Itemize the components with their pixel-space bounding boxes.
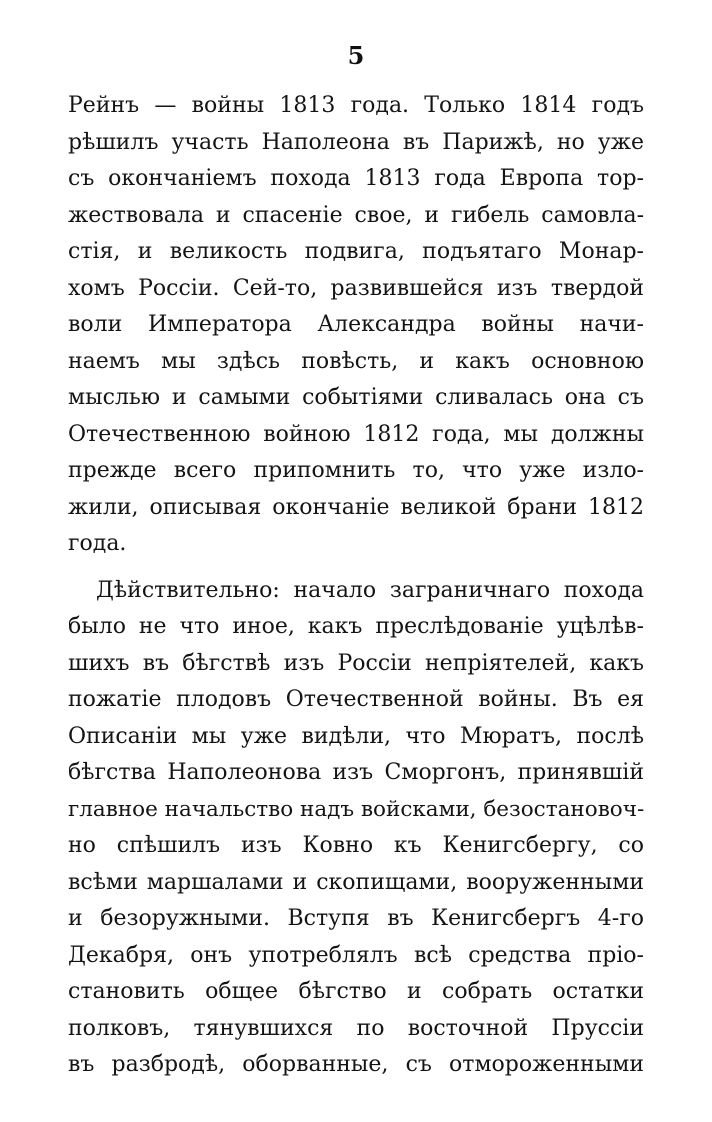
- text-line: полковъ, тянувшихся по восточной Пруссiи: [68, 1015, 644, 1041]
- text-line: Описанiи мы уже видѣли, что Мюратъ, послѣ: [68, 723, 644, 749]
- text-line: главное начальство надъ войсками, безостановоч-: [68, 796, 644, 822]
- paragraph-1: [68, 88, 644, 563]
- text-line: въ разбродѣ, оборванные, съ отмороженными: [68, 1052, 644, 1077]
- text-line: хомъ Россiи. Сей-то, развившейся изъ твердой: [68, 275, 644, 301]
- text-line: Декабря, онъ употреблялъ всѣ средства прiо-: [68, 942, 644, 968]
- text-line: Отечественною войною 1812 года, мы должны: [68, 421, 644, 447]
- text-line: но спѣшилъ изъ Ковно къ Кенигсбергу, со: [68, 833, 644, 858]
- text-line: пожатiе плодовъ Отечественной войны. Въ ея: [68, 687, 644, 712]
- text-line: рѣшилъ участь Наполеона въ Парижѣ, но уже: [68, 129, 644, 155]
- body-text: [68, 88, 644, 1084]
- text-line: съ окончанiемъ похода 1813 года Европа тор-: [68, 166, 644, 191]
- paragraph-2: [68, 573, 644, 1084]
- text-line: всѣми маршалами и скопищами, вооруженными: [68, 869, 644, 895]
- text-line: было не что иное, какъ преслѣдованiе уцѣлѣв-: [68, 614, 644, 639]
- text-line: становить общее бѣгство и собрать остатки: [68, 979, 644, 1004]
- text-line: Рейнъ — войны 1813 года. Только 1814 годъ: [68, 93, 644, 118]
- text-line: мыслью и самыми событiями сливалась она съ: [68, 385, 644, 410]
- text-line: жествовала и спасенiе свое, и гибель самовла-: [68, 202, 644, 228]
- text-line: года.: [68, 531, 127, 556]
- text-line: стiя, и великость подвига, подъятаго Монар-: [68, 239, 644, 264]
- text-line: жили, описывая окончанiе великой брани 1812: [68, 494, 644, 520]
- text-line: прежде всего припомнить то, что уже изло-: [68, 458, 644, 483]
- text-line: Дѣйствительно: начало заграничнаго похода: [96, 577, 644, 603]
- page-number: 5: [347, 41, 365, 70]
- text-line: и безоружными. Вступя въ Кенигсбергъ 4-го: [68, 906, 644, 931]
- text-line: наемъ мы здѣсь повѣсть, и какъ основною: [68, 348, 644, 374]
- text-line: воли Императора Александра войны начи-: [68, 312, 644, 337]
- text-line: шихъ въ бѣгствѣ изъ Россiи непрiятелей, какъ: [68, 650, 644, 676]
- text-line: бѣгства Наполеонова изъ Сморгонъ, принявшiй: [68, 760, 644, 785]
